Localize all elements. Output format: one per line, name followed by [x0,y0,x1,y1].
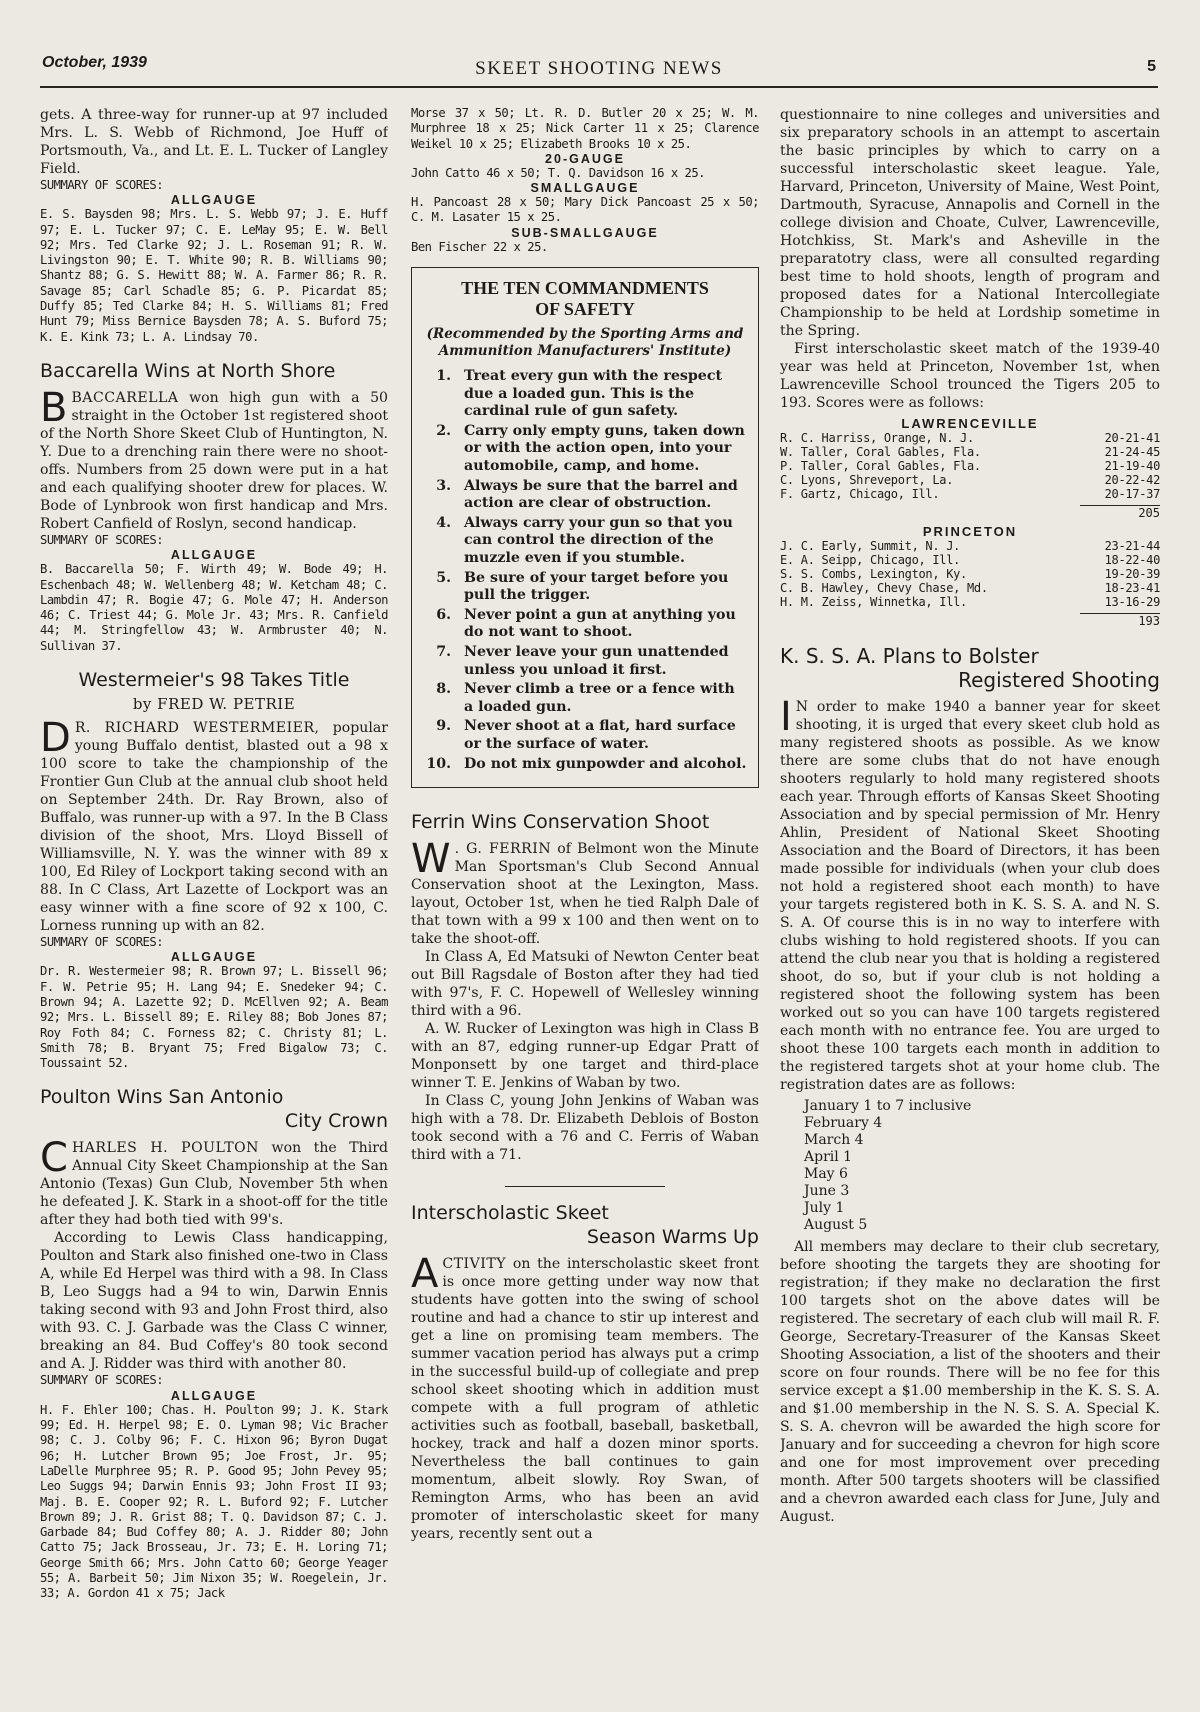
article-paragraph: In Class C, young John Jenkins of Waban was high with a 78. Dr. Elizabeth Deblois of Boston took second with a 76 and C. Ferris of Waban third with a 71. [411,1093,759,1164]
summary-label: SUMMARY OF SCORES: [40,532,164,547]
continued-paragraph: gets. A three-way for runner-up at 97 included Mrs. L. S. Webb of Richmond, Joe Huff of Portsmouth, Va., and Lt. E. L. Tucker of Langley Field. [40,107,388,177]
list-item: 9. Never shoot at a flat, hard surface or the surface of water. [456,718,748,753]
list-item: 7. Never leave your gun unattended unless you unload it first. [456,644,748,679]
score-summary: H. F. Ehler 100; Chas. H. Poulton 99; J. K. Stark 99; Ed. H. Herpel 98; E. O. Lyman 98; Vic Bracher 98; C. J. Colby 96; F. C. Hixon 96; Byron Dugat 96; H. Lutcher Brown 95; Joe Frost, Jr. 95; LaDelle Murphree 95; R. P. Good 95; John Pevey 95; Leo Suggs 94; Darwin Ennis 93; John Frost II 93; Maj. B. E. Cooper 92; R. L. Buford 92; F. Lutcher Brown 89; J. R. Grist 88; T. Q. Davidson 87; C. J. Garbade 84; Bud Coffey 80; A. J. Ridder 80; John Catto 75; Jack Brosseau, Jr. 73; E. H. Loring 71; George Smith 66; Mrs. John Catto 60; George Yeager 55; A. Barbeit 50; Jim Nixon 35; W. Roegelein, Jr. 33; A. Gordon 41 x 75; Jack [40,1402,388,1601]
table-row: E. A. Seipp, Chicago, Ill. 18-22-40 [780,553,1160,567]
gauge-heading: ALLGAUGE [170,1388,258,1403]
gauge-heading: SMALLGAUGE [530,181,640,196]
score-table [780,431,1160,501]
article-headline: K. S. S. A. Plans to Bolster Registered Shooting [780,644,1160,692]
article-paragraph: ACTIVITY on the interscholastic skeet front is once more getting under way now that students have gotten into the swing of school routine and had a chance to stir up interest and get a line on promising team members. The summer vacation period has always put a crimp in the successful build-up of collegiate and prep school skeet shooting which in addition must compete with a full program of athletic activities such as football, baseball, basketball, hockey, track and half a dozen minor sports. Nevertheless the ball continues to gain momentum, albeit slowly. Roy Swan, of Remington Arms, who has been an avid promoter of interscholastic skeet for many years, recently sent out a [411,1251,759,1543]
box-title: THE TEN COMMANDMENTS OF SAFETY [461,278,709,320]
page-header [40,52,1158,88]
score-summary: Ben Fischer 22 x 25. [411,239,548,254]
score-summary: E. S. Baysden 98; Mrs. L. S. Webb 97; J. E. Huff 97; E. L. Tucker 97; C. E. LeMay 95; E. W. Bell 92; Mrs. Ted Clarke 92; J. L. Roseman 91; R. W. Livingston 90; E. T. White 90; R. B. Williams 90; Shantz 88; G. S. Hewitt 88; W. A. Farmer 86; R. R. Savage 85; Carl Schadle 85; G. P. Picardat 85; Duffy 85; Ted Clarke 84; H. S. Williams 81; Fred Hunt 79; Miss Bernice Baysden 78; A. S. Buford 75; K. E. Kink 73; L. A. Lindsay 70. [40,207,388,344]
list-item: July 1 [804,1200,845,1216]
score-summary: Dr. R. Westermeier 98; R. Brown 97; L. Bissell 96; F. W. Petrie 95; H. Lang 94; E. Snedeker 94; C. Brown 94; A. Lazette 92; D. McEllven 92; A. Beam 92; Mrs. L. Bissell 89; E. Riley 88; Bob Jones 87; Roy Foth 84; C. Forness 82; C. Christy 81; L. Smith 78; B. Bryant 75; Fred Bigalow 73; C. Toussaint 52. [40,964,388,1071]
publication-title: SKEET SHOOTING NEWS [475,58,723,79]
article-paragraph: D R. RICHARD WESTERMEIER, popular young Buffalo dentist, blasted out a 98 x 100 score to take the championship of the Frontier Gun Club at the annual club shoot held on September 24th. Dr. Ray Brown, also of Buffalo, was runner-up with a 97. In the B Class division of the shoot, Mrs. Lloyd Bissell of Williamsville, N. Y. was the winner with 89 x 100, Ed Riley of Lockport taking second with an 88. In C Class, Art Lazette of Lockport was an easy winner with a fine score of 92 x 100, C. Lorness running up with an 82. [40,715,388,935]
gauge-heading: SUB-SMALLGAUGE [511,225,659,240]
drop-cap: A [411,1251,439,1298]
list-item: 6. Never point a gun at anything you do not want to shoot. [456,607,748,642]
list-item: February 4 [804,1115,883,1131]
team-total: 205 [1080,505,1160,520]
gauge-heading: ALLGAUGE [170,548,258,563]
issue-date: October, 1939 [42,54,147,71]
list-item: 3. Always be sure that the barrel and action are clear of obstruction. [456,478,748,513]
list-item: 4. Always carry your gun so that you can control the direction of the muzzle even if you stumble. [456,515,748,568]
table-row: J. C. Early, Summit, N. J. 23-21-44 [780,539,1160,553]
article-paragraph: According to Lewis Class handicapping, Poulton and Stark also finished one-two in Class A, while Ed Herpel was third with a 98. In Class B, Leo Suggs had a 94 to win, Darwin Ennis taking second with 93 and John Frost third, also with 93. C. J. Garbade was the Class C winner, breaking an 84. Bud Coffey's 80 took second and A. J. Ridder was third with another 80. [40,1230,388,1373]
list-item: June 3 [804,1183,850,1199]
article-paragraph: A. W. Rucker of Lexington was high in Class B with an 87, edging runner-up Edgar Pratt of Monponsett by one target and third-place winner T. E. Jenkins of Waban by two. [411,1021,759,1092]
list-item: March 4 [804,1132,864,1148]
drop-cap: B [40,384,68,431]
drop-cap: W [411,836,451,883]
score-summary: John Catto 46 x 50; T. Q. Davidson 16 x 25. [411,165,706,180]
article-paragraph: I N order to make 1940 a banner year for skeet shooting, it is urged that every skeet club hold as many registered shoots as possible. As we know there are some clubs that do not have enough shooters regularly to hold many registered shoots each year. Through efforts of Kansas Skeet Shooting Association and by special permission of Mr. Henry Ahlin, President of National Skeet Shooting Association and the Board of Directors, it has been made possible for individuals (when your club does not hold a registered shoot each month) to have your targets registered both in K. S. S. A. and N. S. S. A. Of course this is in no way to interfere with clubs wishing to hold registered shoots. If you can attend the club near you that is holding a registered shoot, do so, but if your club is not holding a registered shoot the following system has been worked out so you can have 100 targets registered each month with no entrance fee. You are urged to shoot these 100 targets each month in addition to the registered targets shot at your home club. The registration dates are as follows: [780,694,1160,1093]
column-3 [780,106,1160,1696]
drop-cap: D [40,715,71,762]
table-row: C. B. Hawley, Chevy Chase, Md. 18-23-41 [780,581,1160,595]
column-1 [40,106,388,1696]
table-row: C. Lyons, Shreveport, La. 20-22-42 [780,473,1160,487]
summary-label: SUMMARY OF SCORES: [40,178,164,192]
list-item: April 1 [804,1149,853,1165]
table-row: P. Taller, Coral Gables, Fla. 21-19-40 [780,459,1160,473]
score-summary: H. Pancoast 28 x 50; Mary Dick Pancoast 25 x 50; C. M. Lasater 15 x 25. [411,195,759,225]
list-item: May 6 [804,1166,848,1182]
article-paragraph: BBACCARELLA won high gun with a 50 straight in the October 1st registered shoot of the North Shore Skeet Club of Huntington, N. Y. Due to a drenching rain there were no shoot-offs. Numbers from 25 down were put in a hat and each qualifying shooter drew for places. W. Bode of Lynbrook won first handicap and Mrs. Robert Canfield of Roslyn, second handicap. [40,384,388,532]
article-headline: Ferrin Wins Conservation Shoot [411,811,710,834]
team-heading: LAWRENCEVILLE [901,416,1039,431]
list-item: 2. Carry only empty guns, taken down or with the action open, into your automobile, camp, and home. [456,423,748,476]
gauge-heading: 20-GAUGE [545,151,625,166]
page-number: 5 [1147,58,1156,75]
list-item: 1. Treat every gun with the respect due a loaded gun. This is the cardinal rule of gun safety. [456,368,748,421]
table-row: S. S. Combs, Lexington, Ky. 19-20-39 [780,567,1160,581]
commandments-list [422,368,748,773]
article-headline: Interscholastic Skeet Season Warms Up [411,1202,759,1249]
box-subtitle: (Recommended by the Sporting Arms and Ammunition Manufacturers' Institute) [426,326,744,360]
score-table [780,539,1160,609]
list-item: August 5 [804,1217,868,1233]
column-2 [411,106,759,1696]
table-row: F. Gartz, Chicago, Ill. 20-17-37 [780,487,1160,501]
table-row: R. C. Harriss, Orange, N. J. 20-21-41 [780,431,1160,445]
article-paragraph: questionnaire to nine colleges and universities and six preparatory schools in an attempt to ascertain the basic principles by which to carry on a successful interscholastic skeet league. Yale, Harvard, Princeton, University of Maine, West Point, Dartmouth, Syracuse, Annapolis and Cornell in the college division and Choate, Culver, Lawrenceville, Hotchkiss, St. Mark's and Asheville in the preparatotry class, were all consulted regarding best time to hold shoots, length of program and proposed dates for a National Intercollegiate Championship to be held at Lordship sometime in the Spring. [780,107,1160,339]
score-summary: Morse 37 x 50; Lt. R. D. Butler 20 x 25; W. M. Murphree 18 x 25; Nick Carter 11 x 25; Clarence Weikel 10 x 25; Elizabeth Brooks 10 x 25. [411,106,759,151]
list-item: 10. Do not mix gunpowder and alcohol. [456,756,748,774]
list-item: 8. Never climb a tree or a fence with a loaded gun. [456,681,748,716]
list-item: January 1 to 7 inclusive [804,1098,972,1114]
article-headline: Poulton Wins San Antonio City Crown [40,1086,388,1133]
article-paragraph: In Class A, Ed Matsuki of Newton Center beat out Bill Ragsdale of Boston after they had tied with 97's, F. C. Hopewell of Wellesley winning third with a 96. [411,949,759,1020]
list-item: 5. Be sure of your target before you pull the trigger. [456,570,748,605]
team-heading: PRINCETON [922,524,1018,539]
article-paragraph: First interscholastic skeet match of the 1939-40 year was held at Princeton, November 1st, when Lawrenceville School trounced the Tigers 205 to 193. Scores were as follows: [780,341,1160,411]
article-paragraph: CHARLES H. POULTON won the Third Annual City Skeet Championship at the San Antonio (Texas) Gun Club, November 5th when he defeated J. K. Stark in a shoot-off for the title after they had both tied with 99's. [40,1135,388,1229]
drop-cap: I [780,694,792,740]
registration-dates [804,1098,1160,1234]
article-paragraph: All members may declare to their club secretary, before shooting the targets they are shooting for registration; if they make no declaration the first 100 targets shot on the above dates will be registered. The secretary of each club will mail R. F. George, Secretary-Treasurer of the Kansas Skeet Shooting Association, a list of the shooters and their score on four rounds. There will be no fee for this service except a $1.00 membership in the K. S. S. A. and $1.00 membership in the N. S. S. A. Special K. S. S. A. chevron will be awarded the high score for January and for succeeding a chevron for high score and one for most improvement over preceding month. After 500 targets shooters will be classified and a chevron awarded each class for June, July and August. [780,1239,1160,1525]
summary-label: SUMMARY OF SCORES: [40,1373,164,1388]
team-total: 193 [1080,613,1160,628]
drop-cap: C [40,1135,68,1182]
article-headline: Baccarella Wins at North Shore [40,359,336,382]
gauge-heading: ALLGAUGE [170,950,258,965]
summary-label: SUMMARY OF SCORES: [40,935,164,950]
safety-box [411,267,759,788]
table-row: W. Taller, Coral Gables, Fla. 21-24-45 [780,445,1160,459]
article-headline: Westermeier's 98 Takes Title [78,669,350,692]
article-paragraph: W . G. FERRIN of Belmont won the Minute Man Sportsman's Club Second Annual Conservation shoot at the Lexington, Mass. layout, October 1st, when he tied Ralph Dale of that town with a 99 x 100 and then went on to take the shoot-off. [411,836,759,948]
table-row: H. M. Zeiss, Winnetka, Ill. 13-16-29 [780,595,1160,609]
score-summary: B. Baccarella 50; F. Wirth 49; W. Bode 49; H. Eschenbach 48; W. Wellenberg 48; W. Ketcham 48; C. Lambdin 47; R. Bogie 47; G. Mole 47; H. Anderson 46; C. Triest 44; G. Mole Jr. 43; Mrs. R. Canfield 44; M. Stringfellow 43; W. Armbruster 40; N. Sullivan 37. [40,562,388,653]
byline: by FRED W. PETRIE [132,695,296,714]
divider [505,1186,665,1187]
gauge-heading: ALLGAUGE [170,193,258,208]
